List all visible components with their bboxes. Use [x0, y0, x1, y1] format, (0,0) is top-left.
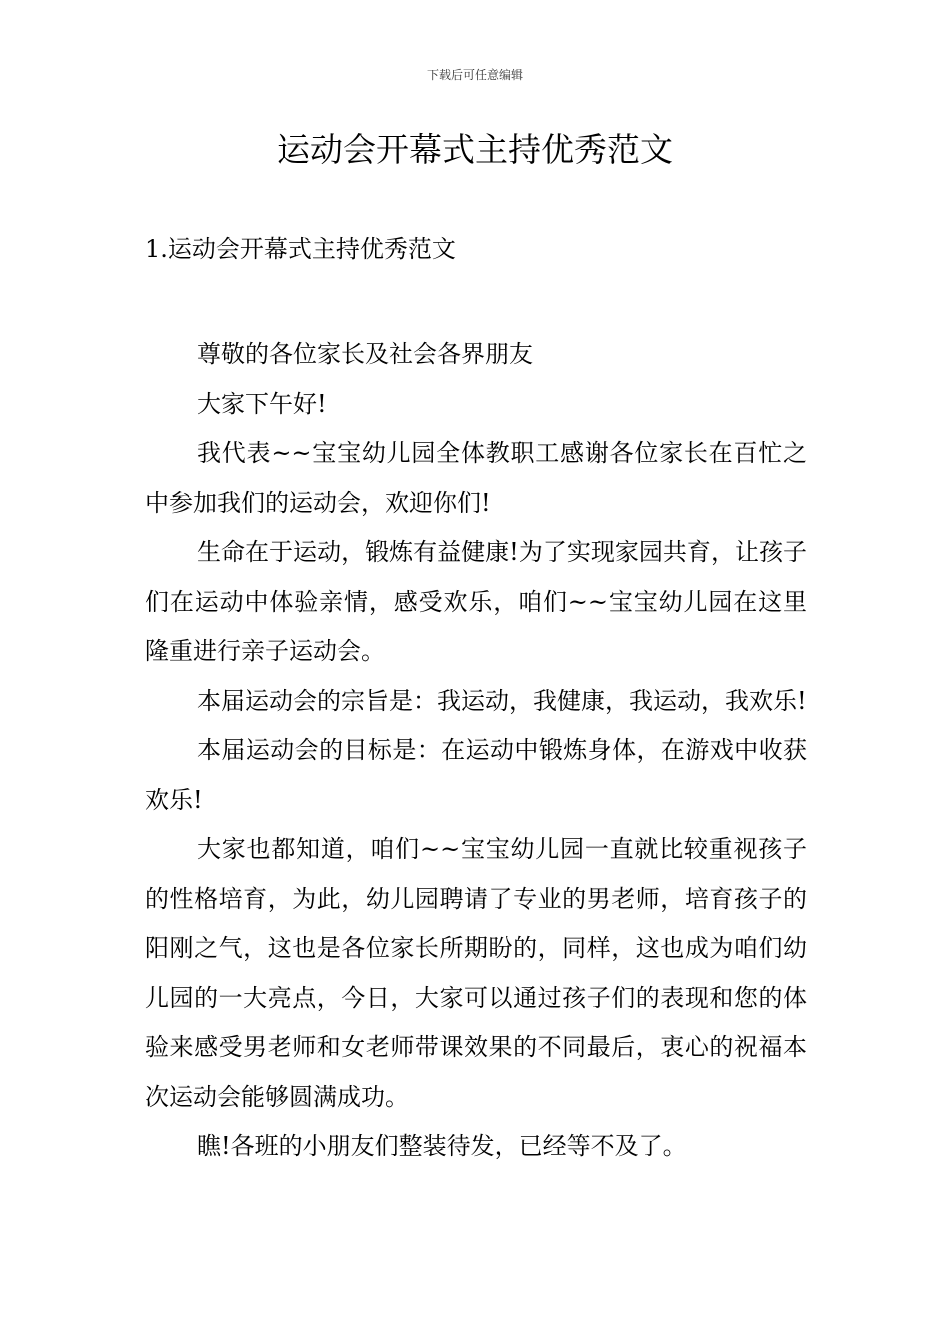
paragraph-purpose: 本届运动会的宗旨是：我运动，我健康，我运动，我欢乐! — [197, 686, 807, 715]
paragraph-goal: 本届运动会的目标是：在运动中锻炼身体，在游戏中收获欢乐! — [145, 736, 807, 814]
document-body — [145, 330, 807, 1172]
document-title: 运动会开幕式主持优秀范文 — [277, 130, 673, 169]
paragraph-good-afternoon: 大家下午好! — [197, 389, 327, 418]
header-note: 下载后可任意编辑 — [426, 68, 523, 82]
paragraph-male-teachers: 大家也都知道，咱们~~宝宝幼儿园一直就比较重视孩子的性格培育，为此，幼儿园聘请了专业的男老师，培育孩子的阳刚之气，这也是各位家长所期盼的，同样，这也成为咱们幼儿园的一大亮点，今日，大家可以通过孩子们的表现和您的体验来感受男老师和女老师带课效果的不同最后，衷心的祝福本次运动会能够圆满成功。 — [145, 835, 807, 1111]
paragraph-look: 瞧!各班的小朋友们整装待发，已经等不及了。 — [197, 1132, 687, 1160]
paragraph-greeting: 尊敬的各位家长及社会各界朋友 — [197, 340, 533, 368]
paragraph-welcome: 我代表~~宝宝幼儿园全体教职工感谢各位家长在百忙之中参加我们的运动会，欢迎你们! — [145, 439, 807, 517]
paragraph-life-in-motion: 生命在于运动，锻炼有益健康!为了实现家园共育，让孩子们在运动中体验亲情，感受欢乐，咱们~~宝宝幼儿园在这里隆重进行亲子运动会。 — [145, 538, 807, 665]
section-heading: 1.运动会开幕式主持优秀范文 — [145, 235, 456, 263]
